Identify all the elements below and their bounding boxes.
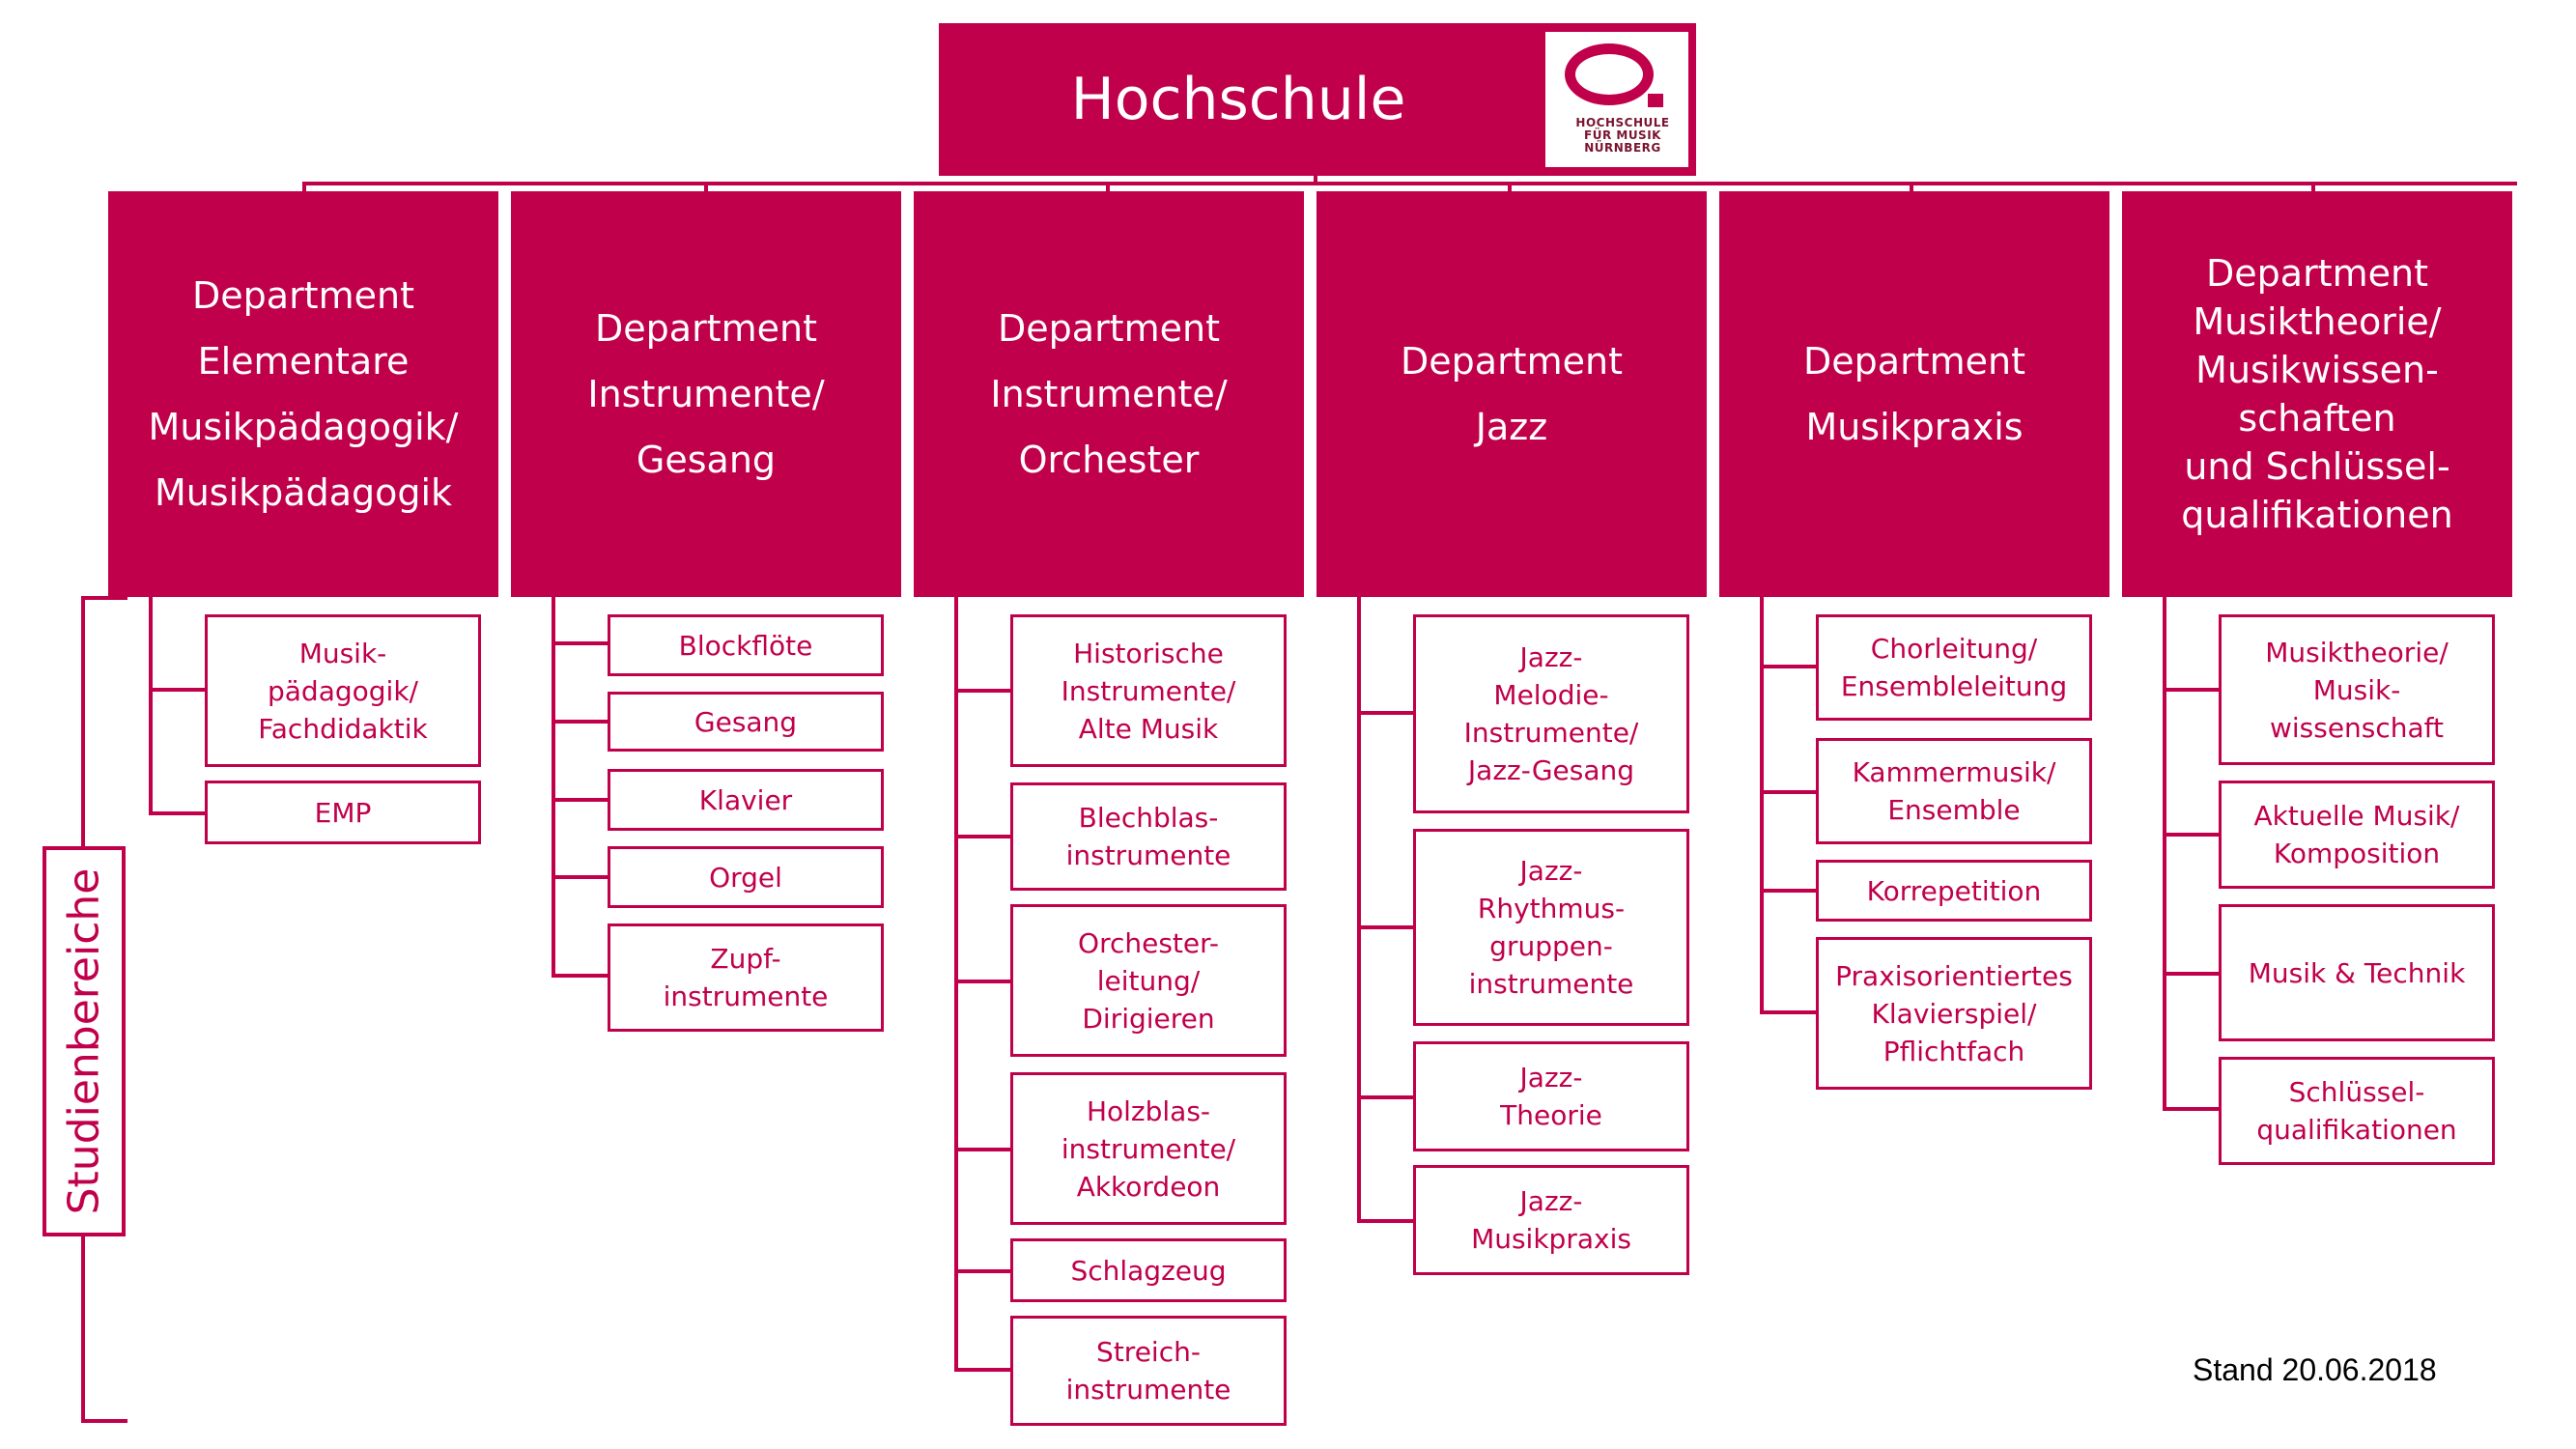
department-3: Department Instrumente/ Orchester <box>914 191 1304 597</box>
studienbereich-1-1: Musik- pädagogik/ Fachdidaktik <box>205 614 481 767</box>
dept4-vertical <box>1357 597 1361 1223</box>
dept4-branch-2 <box>1357 925 1415 929</box>
logo-dot-icon <box>1648 94 1663 107</box>
studienbereich-6-4: Schlüssel- qualifikationen <box>2219 1057 2495 1165</box>
dept4-branch-1 <box>1357 711 1415 715</box>
studienbereich-1-2: EMP <box>205 781 481 844</box>
studienbereich-3-2: Blechblas- instrumente <box>1010 782 1287 891</box>
hochschule-logo <box>1545 32 1688 167</box>
studienbereich-2-1: Blockflöte <box>608 614 884 676</box>
dept2-vertical <box>552 597 555 978</box>
dept1-branch-1 <box>149 688 207 692</box>
studienbereich-3-3: Orchester- leitung/ Dirigieren <box>1010 904 1287 1057</box>
dept3-branch-5 <box>954 1269 1012 1273</box>
dept1-vertical <box>149 597 153 815</box>
hochschule-box <box>939 23 1696 176</box>
studienbereiche-label: Studienbereiche <box>59 867 109 1215</box>
dept6-branch-4 <box>2163 1107 2221 1111</box>
stand-date: Stand 20.06.2018 <box>2193 1352 2437 1387</box>
dept3-branch-4 <box>954 1148 1012 1151</box>
dept5-branch-3 <box>1760 889 1818 893</box>
studienbereich-3-1: Historische Instrumente/ Alte Musik <box>1010 614 1287 767</box>
studienbereiche-label-box <box>42 846 126 1236</box>
studienbereich-6-3: Musik & Technik <box>2219 904 2495 1041</box>
department-5: Department Musikpraxis <box>1719 191 2109 597</box>
dept3-branch-3 <box>954 980 1012 983</box>
dept2-branch-3 <box>552 798 609 802</box>
department-4: Department Jazz <box>1316 191 1707 597</box>
dept2-branch-1 <box>552 641 609 645</box>
dept5-branch-1 <box>1760 665 1818 668</box>
dept6-branch-2 <box>2163 833 2221 837</box>
bracket-bottom <box>81 1419 127 1423</box>
studienbereich-5-2: Kammermusik/ Ensemble <box>1816 738 2092 844</box>
logo-ring-icon <box>1565 43 1654 105</box>
studienbereich-3-4: Holzblas- instrumente/ Akkordeon <box>1010 1072 1287 1225</box>
dept6-branch-3 <box>2163 972 2221 976</box>
dept4-branch-3 <box>1357 1095 1415 1099</box>
dept2-branch-2 <box>552 720 609 724</box>
studienbereich-6-2: Aktuelle Musik/ Komposition <box>2219 781 2495 889</box>
dept2-branch-5 <box>552 974 609 978</box>
dept1-branch-2 <box>149 811 207 815</box>
department-bus-line <box>302 182 2517 185</box>
department-1: Department Elementare Musikpädagogik/ Musikpädagogik <box>108 191 498 597</box>
dept3-branch-1 <box>954 689 1012 693</box>
studienbereich-4-4: Jazz- Musikpraxis <box>1413 1165 1689 1275</box>
hochschule-title: Hochschule <box>1070 66 1406 133</box>
studienbereich-6-1: Musiktheorie/ Musik- wissenschaft <box>2219 614 2495 765</box>
studienbereich-4-3: Jazz- Theorie <box>1413 1041 1689 1151</box>
dept5-vertical <box>1760 597 1764 1014</box>
studienbereich-3-6: Streich- instrumente <box>1010 1316 1287 1426</box>
logo-text: HOCHSCHULE FÜR MUSIK NÜRNBERG <box>1575 116 1670 155</box>
dept5-branch-4 <box>1760 1010 1818 1014</box>
dept6-vertical <box>2163 597 2166 1111</box>
studienbereich-4-2: Jazz- Rhythmus- gruppen- instrumente <box>1413 829 1689 1026</box>
studienbereich-2-3: Klavier <box>608 769 884 831</box>
studienbereich-5-1: Chorleitung/ Ensembleleitung <box>1816 614 2092 721</box>
dept2-branch-4 <box>552 875 609 879</box>
dept3-branch-6 <box>954 1368 1012 1372</box>
department-6: Department Musiktheorie/ Musikwissen- schaften und Schlüssel- qualifikationen <box>2122 191 2512 597</box>
dept3-branch-2 <box>954 835 1012 838</box>
dept4-branch-4 <box>1357 1219 1415 1223</box>
studienbereich-4-1: Jazz- Melodie- Instrumente/ Jazz-Gesang <box>1413 614 1689 813</box>
studienbereich-2-4: Orgel <box>608 846 884 908</box>
studienbereich-5-3: Korrepetition <box>1816 860 2092 922</box>
department-2: Department Instrumente/ Gesang <box>511 191 901 597</box>
studienbereich-2-2: Gesang <box>608 692 884 752</box>
studienbereich-3-5: Schlagzeug <box>1010 1238 1287 1302</box>
dept6-branch-1 <box>2163 688 2221 692</box>
studienbereich-2-5: Zupf- instrumente <box>608 923 884 1032</box>
dept5-branch-2 <box>1760 790 1818 794</box>
dept3-vertical <box>954 597 958 1370</box>
studienbereich-5-4: Praxisorientiertes Klavierspiel/ Pflichtfach <box>1816 937 2092 1090</box>
